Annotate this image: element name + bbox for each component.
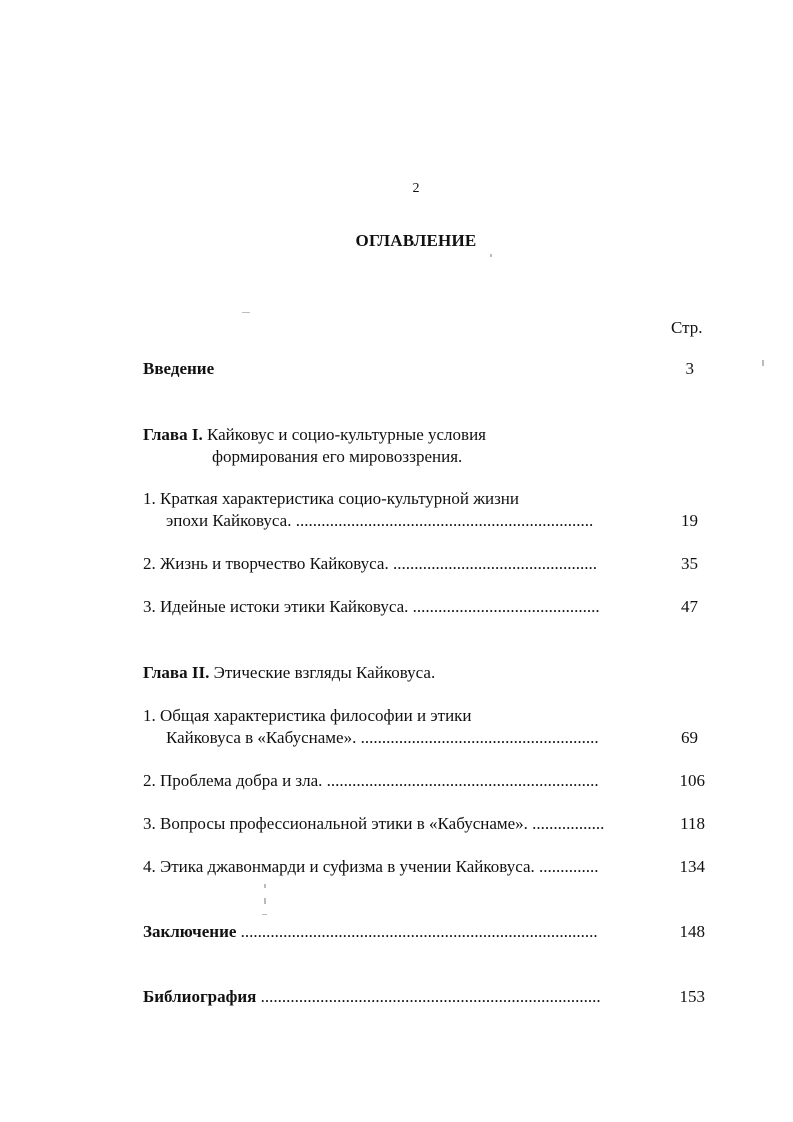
chapter-1-title-line2: формирования его мировоззрения. bbox=[212, 447, 463, 466]
scan-speck bbox=[242, 312, 250, 313]
toc-entry-2-1-line1: 1. Общая характеристика философии и этики bbox=[143, 706, 472, 725]
toc-page-1-1: 19 bbox=[681, 511, 698, 530]
chapter-1-prefix: Глава I. bbox=[143, 425, 203, 444]
page-column-header: Стр. bbox=[671, 318, 703, 337]
chapter-1-title: Кайковус и социо-культурные условия bbox=[206, 425, 486, 444]
scan-speck bbox=[262, 914, 267, 915]
chapter-2-title: Этические взгляды Кайковуса. bbox=[213, 663, 436, 682]
toc-entry-2-2: 2. Проблема добра и зла. ................................................................ bbox=[143, 771, 599, 790]
toc-entry-intro: Введение bbox=[143, 359, 215, 378]
page-title: ОГЛАВЛЕНИЕ bbox=[355, 231, 477, 250]
toc-entry-2-3: 3. Вопросы профессиональной этики в «Кабуснаме». ................. bbox=[143, 814, 605, 833]
page-number: 2 bbox=[412, 181, 420, 196]
toc-page-2-4: 134 bbox=[679, 857, 705, 876]
scan-speck bbox=[264, 898, 266, 904]
scan-speck bbox=[490, 254, 492, 257]
toc-page-2-3: 118 bbox=[680, 814, 705, 833]
toc-entry-1-1-line1: 1. Краткая характеристика социо-культурной жизни bbox=[143, 489, 520, 508]
toc-chapter-1 bbox=[143, 425, 486, 445]
toc-entry-1-2: 2. Жизнь и творчество Кайковуса. ................................................ bbox=[143, 554, 597, 573]
toc-entry-1-1-line2: эпохи Кайковуса. ...................................................................... bbox=[166, 511, 594, 530]
bibliography-dots: ................................................................................ bbox=[256, 987, 601, 1006]
toc-page-1-2: 35 bbox=[681, 554, 698, 573]
toc-entry-2-4: 4. Этика джавонмарди и суфизма в учении Кайковуса. .............. bbox=[143, 857, 599, 876]
toc-entry-bibliography bbox=[143, 987, 601, 1007]
toc-chapter-2 bbox=[143, 663, 435, 683]
conclusion-label: Заключение bbox=[143, 922, 237, 941]
bibliography-label: Библиография bbox=[143, 987, 257, 1006]
toc-page-2-1: 69 bbox=[681, 728, 698, 747]
chapter-2-prefix: Глава II. bbox=[143, 663, 210, 682]
toc-entry-2-1-line2: Кайковуса в «Кабуснаме». ........................................................ bbox=[166, 728, 599, 747]
toc-page-intro: 3 bbox=[685, 359, 694, 378]
toc-entry-conclusion bbox=[143, 922, 598, 942]
toc-page-1-3: 47 bbox=[681, 597, 698, 616]
toc-page-2-2: 106 bbox=[679, 771, 705, 790]
toc-page-conclusion: 148 bbox=[679, 922, 705, 941]
scan-speck bbox=[264, 884, 266, 888]
scan-speck bbox=[762, 360, 764, 366]
toc-entry-1-3: 3. Идейные истоки этики Кайковуса. ............................................ bbox=[143, 597, 600, 616]
toc-page-bibliography: 153 bbox=[679, 987, 705, 1006]
conclusion-dots: .................................................................................... bbox=[236, 922, 598, 941]
